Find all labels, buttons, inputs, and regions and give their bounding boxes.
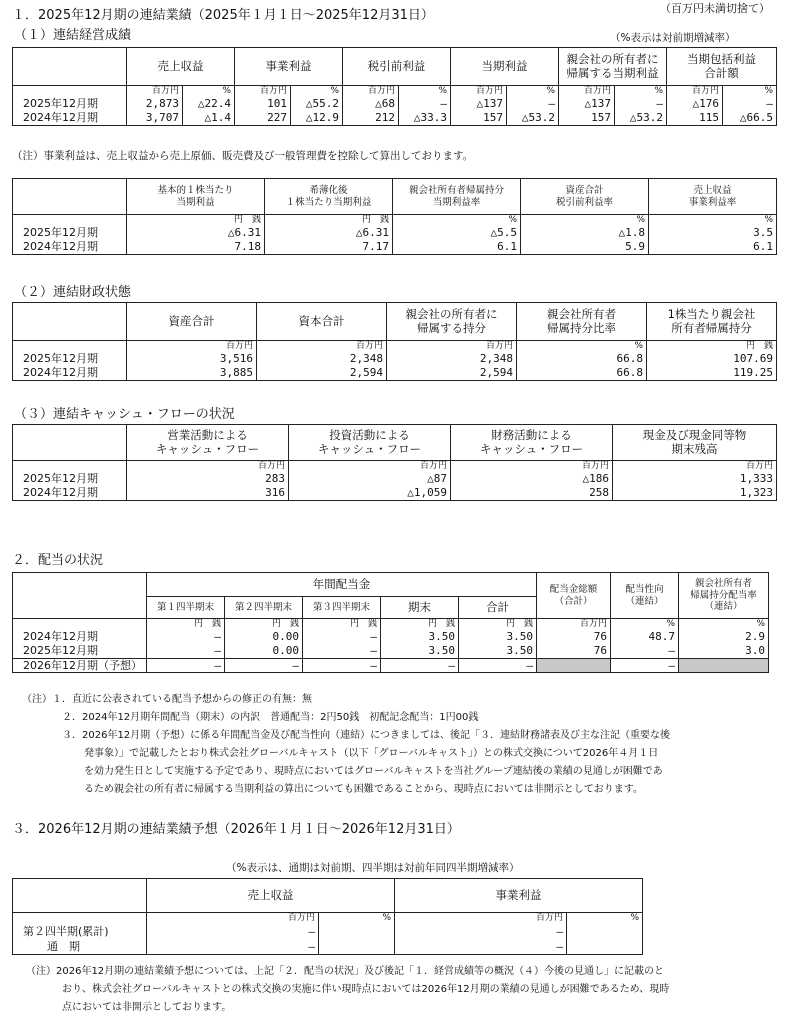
value-cell: △68: [343, 97, 399, 111]
column-header: 売上収益: [127, 48, 235, 86]
value-cell: —: [399, 97, 451, 111]
unit-cell: 百万円: [537, 619, 611, 631]
value-cell: 101: [235, 97, 291, 111]
value-cell: △22.4: [183, 97, 235, 111]
value-cell: 76: [537, 630, 611, 644]
row-label: 2025年12月期: [13, 352, 127, 366]
table-row: [13, 630, 769, 644]
dividend-note-1: （注）１．直近に公表されている配当予想からの修正の有無：無: [22, 694, 312, 705]
value-cell: 157: [451, 111, 507, 125]
table-row: [13, 226, 777, 240]
operating-results-note: （注）事業利益は、売上収益から売上原価、販売費及び一般管理費を控除して算出しております。: [12, 150, 474, 162]
row-label: [13, 619, 147, 631]
cash-flow-table: [12, 424, 777, 501]
value-cell: △1.4: [183, 111, 235, 125]
value-cell: △6.31: [127, 226, 265, 240]
value-cell: 0.00: [225, 644, 303, 658]
value-cell: 1,323: [613, 486, 777, 500]
value-cell: 7.18: [127, 240, 265, 254]
unit-cell: %: [319, 913, 395, 925]
table-row: [13, 97, 777, 111]
row-label: [13, 215, 127, 227]
column-header: 親会社の所有者に 帰属する持分: [387, 303, 517, 341]
value-cell: 6.1: [393, 240, 521, 254]
value-cell: 2.9: [679, 630, 769, 644]
table-row: [13, 352, 777, 366]
row-label: 第２四半期(累計): [13, 924, 147, 939]
value-cell: 107.69: [647, 352, 777, 366]
value-cell: △33.3: [399, 111, 451, 125]
column-header: 配当性向 （連結）: [611, 573, 679, 619]
value-cell: △137: [451, 97, 507, 111]
dividend-note-3: ３．2026年12月期（予想）に係る年間配当金及び配当性向（連結）につきましては、後記「３．連結財務諸表及び主な注記（重要な後: [62, 730, 670, 741]
column-header: 親会社所有者 帰属持分比率: [517, 303, 647, 341]
value-cell: 66.8: [517, 352, 647, 366]
value-cell: 227: [235, 111, 291, 125]
value-cell: 0.00: [225, 630, 303, 644]
value-cell: —: [147, 630, 225, 644]
unit-cell: 百万円: [127, 86, 183, 98]
value-cell: —: [615, 97, 667, 111]
dividend-note-2: ２．2024年12月期年間配当（期末）の内訳 普通配当：2円50銭 初配記念配当：1円00銭: [62, 712, 479, 723]
value-cell: 3.50: [381, 630, 459, 644]
column-header: 現金及び現金同等物 期末残高: [613, 425, 777, 461]
unit-cell: %: [649, 215, 777, 227]
unit-cell: 百万円: [451, 461, 613, 473]
value-cell: —: [225, 658, 303, 672]
value-cell: △12.9: [291, 111, 343, 125]
dividend-note-3-line2: 発事象）」で記載したとおり株式会社グローバルキャスト（以下「グローバルキャスト」）との株式交換について2026年４月１日: [84, 748, 659, 759]
column-header: 1株当たり親会社 所有者帰属持分: [647, 303, 777, 341]
unit-cell: 百万円: [613, 461, 777, 473]
value-cell: —: [507, 97, 559, 111]
table-row: [13, 939, 643, 954]
unit-cell: 百万円: [147, 913, 319, 925]
value-cell: —: [303, 658, 381, 672]
value-cell: [319, 924, 395, 939]
table-row: [13, 924, 643, 939]
unit-cell: %: [611, 619, 679, 631]
value-cell: 3.50: [459, 644, 537, 658]
value-cell: —: [147, 939, 319, 954]
unit-cell: 百万円: [451, 86, 507, 98]
row-label: [13, 341, 127, 353]
column-header: 資産合計: [127, 303, 257, 341]
unit-cell: %: [615, 86, 667, 98]
value-cell: —: [459, 658, 537, 672]
header-row: [13, 425, 777, 461]
unit-cell: %: [393, 215, 521, 227]
column-sub-header: 合計: [459, 597, 537, 619]
table-row: [13, 486, 777, 500]
unit-row: [13, 913, 643, 925]
column-header: 事業利益: [395, 879, 643, 913]
value-cell: —: [611, 658, 679, 672]
value-cell: [567, 939, 643, 954]
value-cell: 3,516: [127, 352, 257, 366]
value-cell: 48.7: [611, 630, 679, 644]
value-cell: △176: [667, 97, 723, 111]
financial-position-title: （２）連結財政状態: [14, 285, 132, 300]
column-header: 当期利益: [451, 48, 559, 86]
column-sub-header: 第３四半期末: [303, 597, 381, 619]
unit-row: [13, 341, 777, 353]
row-label: 2024年12月期: [13, 486, 127, 500]
value-cell: 212: [343, 111, 399, 125]
unit-cell: 百万円: [559, 86, 615, 98]
corner-cell: [13, 48, 127, 86]
column-header: 営業活動による キャッシュ・フロー: [127, 425, 289, 461]
unit-cell: %: [723, 86, 777, 98]
corner-cell: [13, 879, 147, 913]
column-header: 売上収益 事業利益率: [649, 179, 777, 215]
row-label: 2024年12月期: [13, 630, 147, 644]
row-label: 2024年12月期: [13, 240, 127, 254]
unit-cell: 百万円: [667, 86, 723, 98]
value-cell: —: [381, 658, 459, 672]
row-label: 通 期: [13, 939, 147, 954]
column-sub-header: 第２四半期末: [225, 597, 303, 619]
table-row: [13, 472, 777, 486]
value-cell: 5.9: [521, 240, 649, 254]
row-label: 2025年12月期: [13, 97, 127, 111]
row-label: 2024年12月期: [13, 366, 127, 380]
header-row: [13, 179, 777, 215]
operating-results-title: （１）連結経営成績: [14, 28, 132, 43]
column-header: 財務活動による キャッシュ・フロー: [451, 425, 613, 461]
unit-cell: 百万円: [343, 86, 399, 98]
pct-change-note: （%表示は対前期増減率）: [610, 32, 736, 44]
value-cell: 2,594: [257, 366, 387, 380]
unit-cell: %: [183, 86, 235, 98]
unit-cell: %: [507, 86, 559, 98]
group-header: 年間配当金: [147, 573, 537, 597]
row-label: 2025年12月期: [13, 472, 127, 486]
header-row: [13, 573, 769, 597]
value-cell: 6.1: [649, 240, 777, 254]
row-label: [13, 86, 127, 98]
value-cell: △53.2: [507, 111, 559, 125]
value-cell: —: [611, 644, 679, 658]
dividend-table: [12, 572, 769, 673]
unit-cell: 円 銭: [459, 619, 537, 631]
section2-title: ２．配当の状況: [12, 553, 104, 568]
unit-row: [13, 461, 777, 473]
financial-position-table: [12, 302, 777, 381]
column-header: 事業利益: [235, 48, 343, 86]
row-label: [13, 913, 147, 925]
value-cell: —: [723, 97, 777, 111]
unit-cell: %: [567, 913, 643, 925]
value-cell: [567, 924, 643, 939]
value-cell: —: [303, 644, 381, 658]
table-row: [13, 240, 777, 254]
value-cell: 157: [559, 111, 615, 125]
value-cell: 316: [127, 486, 289, 500]
table-row: [13, 111, 777, 125]
unit-cell: 百万円: [127, 341, 257, 353]
forecast-note-2: おり、株式会社グローバルキャストとの株式交換の実施に伴い現時点においては2026年12月期の業績の見通しが困難であるため、現時: [62, 984, 670, 995]
value-cell: 2,348: [257, 352, 387, 366]
unit-cell: %: [679, 619, 769, 631]
value-cell: △1,059: [289, 486, 451, 500]
value-cell: [319, 939, 395, 954]
unit-cell: 百万円: [257, 341, 387, 353]
unit-row: [13, 86, 777, 98]
row-label: 2025年12月期: [13, 226, 127, 240]
header-row: [13, 48, 777, 86]
unit-cell: %: [399, 86, 451, 98]
value-cell: 119.25: [647, 366, 777, 380]
unit-cell: %: [517, 341, 647, 353]
column-header: 親会社所有者 帰属持分配当率 （連結）: [679, 573, 769, 619]
unit-cell: 百万円: [235, 86, 291, 98]
value-cell: 2,873: [127, 97, 183, 111]
unit-cell: 百万円: [395, 913, 567, 925]
unit-cell: %: [291, 86, 343, 98]
value-cell: [537, 658, 611, 672]
value-cell: △87: [289, 472, 451, 486]
column-header: 投資活動による キャッシュ・フロー: [289, 425, 451, 461]
column-header: 資産合計 税引前利益率: [521, 179, 649, 215]
value-cell: 283: [127, 472, 289, 486]
column-sub-header: 第１四半期末: [147, 597, 225, 619]
column-header: 税引前利益: [343, 48, 451, 86]
column-header: 配当金総額 （合計）: [537, 573, 611, 619]
column-sub-header: 期末: [381, 597, 459, 619]
value-cell: 3.0: [679, 644, 769, 658]
value-cell: —: [395, 939, 567, 954]
unit-cell: %: [521, 215, 649, 227]
value-cell: △186: [451, 472, 613, 486]
column-header: 親会社所有者帰属持分 当期利益率: [393, 179, 521, 215]
value-cell: 1,333: [613, 472, 777, 486]
unit-cell: 円 銭: [647, 341, 777, 353]
value-cell: 3.5: [649, 226, 777, 240]
unit-cell: 円 銭: [127, 215, 265, 227]
value-cell: △6.31: [265, 226, 393, 240]
value-cell: 115: [667, 111, 723, 125]
dividend-note-3-line3: を効力発生日として実施する予定であり、現時点においてはグローバルキャストを当社グループ連結後の業績の見通しが困難であ: [84, 766, 663, 777]
value-cell: 76: [537, 644, 611, 658]
header-row: [13, 303, 777, 341]
value-cell: 3,885: [127, 366, 257, 380]
unit-cell: 百万円: [289, 461, 451, 473]
column-header: 基本的１株当たり 当期利益: [127, 179, 265, 215]
unit-cell: 円 銭: [381, 619, 459, 631]
column-header: 当期包括利益 合計額: [667, 48, 777, 86]
value-cell: —: [147, 644, 225, 658]
section1-title: １．2025年12月期の連結業績（2025年１月１日～2025年12月31日）: [12, 8, 434, 23]
value-cell: —: [303, 630, 381, 644]
unit-note: （百万円未満切捨て）: [660, 2, 770, 15]
value-cell: [679, 658, 769, 672]
forecast-table: [12, 878, 643, 955]
corner-cell: [13, 303, 127, 341]
value-cell: 2,594: [387, 366, 517, 380]
value-cell: △5.5: [393, 226, 521, 240]
value-cell: —: [395, 924, 567, 939]
forecast-note-1: （注）2026年12月期の連結業績予想については、上記「２．配当の状況」及び後記「１．経営成績等の概況（４）今後の見通し」に記載のと: [26, 966, 664, 977]
value-cell: 3,707: [127, 111, 183, 125]
section3-title: ３．2026年12月期の連結業績予想（2026年１月１日～2026年12月31日）: [12, 822, 460, 837]
unit-cell: 円 銭: [147, 619, 225, 631]
dividend-note-3-line4: るため親会社の所有者に帰属する当期利益の算出についても困難であることから、現時点においては非開示としております。: [84, 784, 643, 795]
unit-row: [13, 215, 777, 227]
cash-flow-title: （３）連結キャッシュ・フローの状況: [14, 407, 235, 422]
corner-cell: [13, 179, 127, 215]
unit-cell: 百万円: [387, 341, 517, 353]
value-cell: 3.50: [381, 644, 459, 658]
column-header: 売上収益: [147, 879, 395, 913]
value-cell: 7.17: [265, 240, 393, 254]
forecast-note-3: 点においては非開示としております。: [62, 1002, 232, 1013]
value-cell: △53.2: [615, 111, 667, 125]
table-row: [13, 644, 769, 658]
corner-cell: [13, 573, 147, 619]
unit-cell: 円 銭: [303, 619, 381, 631]
value-cell: △1.8: [521, 226, 649, 240]
value-cell: 258: [451, 486, 613, 500]
table-row: [13, 658, 769, 672]
value-cell: 3.50: [459, 630, 537, 644]
operating-results-table: [12, 47, 777, 126]
per-share-ratio-table: [12, 178, 777, 255]
value-cell: △66.5: [723, 111, 777, 125]
table-row: [13, 366, 777, 380]
value-cell: 66.8: [517, 366, 647, 380]
value-cell: △137: [559, 97, 615, 111]
unit-row: [13, 619, 769, 631]
row-label: 2025年12月期: [13, 644, 147, 658]
row-label: 2024年12月期: [13, 111, 127, 125]
forecast-pct-note: （%表示は、通期は対前期、四半期は対前年同四半期増減率）: [226, 862, 520, 874]
value-cell: —: [147, 658, 225, 672]
unit-cell: 百万円: [127, 461, 289, 473]
unit-cell: 円 銭: [225, 619, 303, 631]
row-label: 2026年12月期（予想）: [13, 658, 147, 672]
column-header: 資本合計: [257, 303, 387, 341]
column-header: 希薄化後 １株当たり当期利益: [265, 179, 393, 215]
value-cell: 2,348: [387, 352, 517, 366]
value-cell: △55.2: [291, 97, 343, 111]
corner-cell: [13, 425, 127, 461]
unit-cell: 円 銭: [265, 215, 393, 227]
header-row: [13, 879, 643, 913]
value-cell: —: [147, 924, 319, 939]
column-header: 親会社の所有者に 帰属する当期利益: [559, 48, 667, 86]
row-label: [13, 461, 127, 473]
